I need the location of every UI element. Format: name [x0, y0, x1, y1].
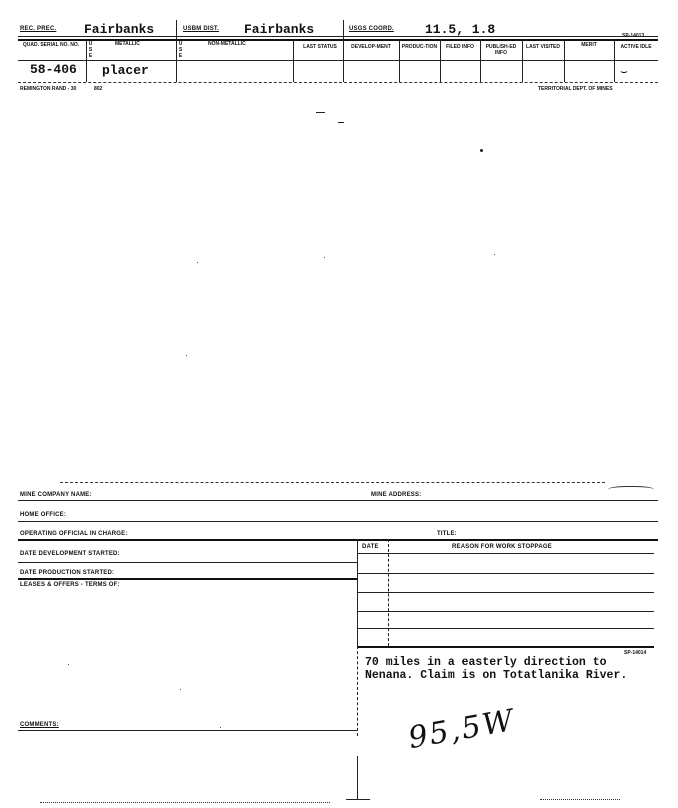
stoppage-reason-label: REASON FOR WORK STOPPAGE — [452, 544, 552, 550]
col-active-idle: ACTIVE IDLE — [620, 44, 652, 50]
rec-prec-label: REC. PREC. — [20, 26, 57, 32]
col-development: DEVELOP-MENT — [351, 44, 391, 50]
col-last-visited: LAST VISITED — [526, 44, 560, 50]
comments-label: COMMENTS: — [20, 722, 59, 728]
non-metallic-prefix: U S E — [178, 41, 183, 59]
mine-company-label: MINE COMPANY NAME: — [20, 492, 92, 498]
footer-left: REMINGTON RAND - 30 — [20, 86, 77, 92]
col-published-info: PUBLISH-ED INFO — [485, 44, 517, 56]
date-prod-label: DATE PRODUCTION STARTED: — [20, 570, 115, 576]
title-label: TITLE: — [437, 531, 457, 537]
operating-official-label: OPERATING OFFICIAL IN CHARGE: — [20, 531, 128, 537]
stoppage-date-label: DATE — [362, 544, 379, 550]
usbm-dist-label: USBM DIST. — [183, 26, 220, 32]
col-production: PRODUC-TION — [401, 44, 438, 50]
form-code-2: SP-14014 — [624, 650, 647, 656]
form-code: SP-14013 — [622, 33, 645, 39]
col-filed-info: FILED INFO — [446, 44, 474, 50]
metallic-prefix: U S E — [88, 41, 93, 59]
mine-address-label: MINE ADDRESS: — [371, 492, 422, 498]
footer-right: TERRITORIAL DEPT. OF MINES — [538, 86, 613, 92]
note-line-2: Nenana. Claim is on Totatlanika River. — [365, 669, 628, 682]
metallic-label: METALLIC — [115, 41, 140, 47]
non-metallic-label: NON-METALLIC — [208, 41, 246, 47]
usgs-coord-label: USGS COORD. — [349, 26, 394, 32]
quad-serial-value: 58-406 — [30, 62, 77, 77]
footer-left-code: 802 — [94, 86, 103, 92]
date-dev-label: DATE DEVELOPMENT STARTED: — [20, 551, 120, 557]
col-merit: MERIT — [581, 42, 597, 48]
metallic-value: placer — [102, 63, 149, 78]
usbm-dist-value: Fairbanks — [244, 22, 315, 37]
active-idle-mark: ⌣ — [620, 64, 628, 78]
col-last-status: LAST STATUS — [303, 44, 337, 50]
leases-label: LEASES & OFFERS - TERMS OF: — [20, 582, 120, 588]
note-line-1: 70 miles in a easterly direction to — [365, 656, 607, 669]
handwritten-note: 95,5W — [405, 702, 518, 757]
quad-serial-label: QUAD. SERIAL NO. NO. — [22, 42, 80, 48]
rec-prec-value: Fairbanks — [84, 22, 155, 37]
usgs-coord-value: 11.5, 1.8 — [425, 22, 496, 37]
home-office-label: HOME OFFICE: — [20, 512, 67, 518]
